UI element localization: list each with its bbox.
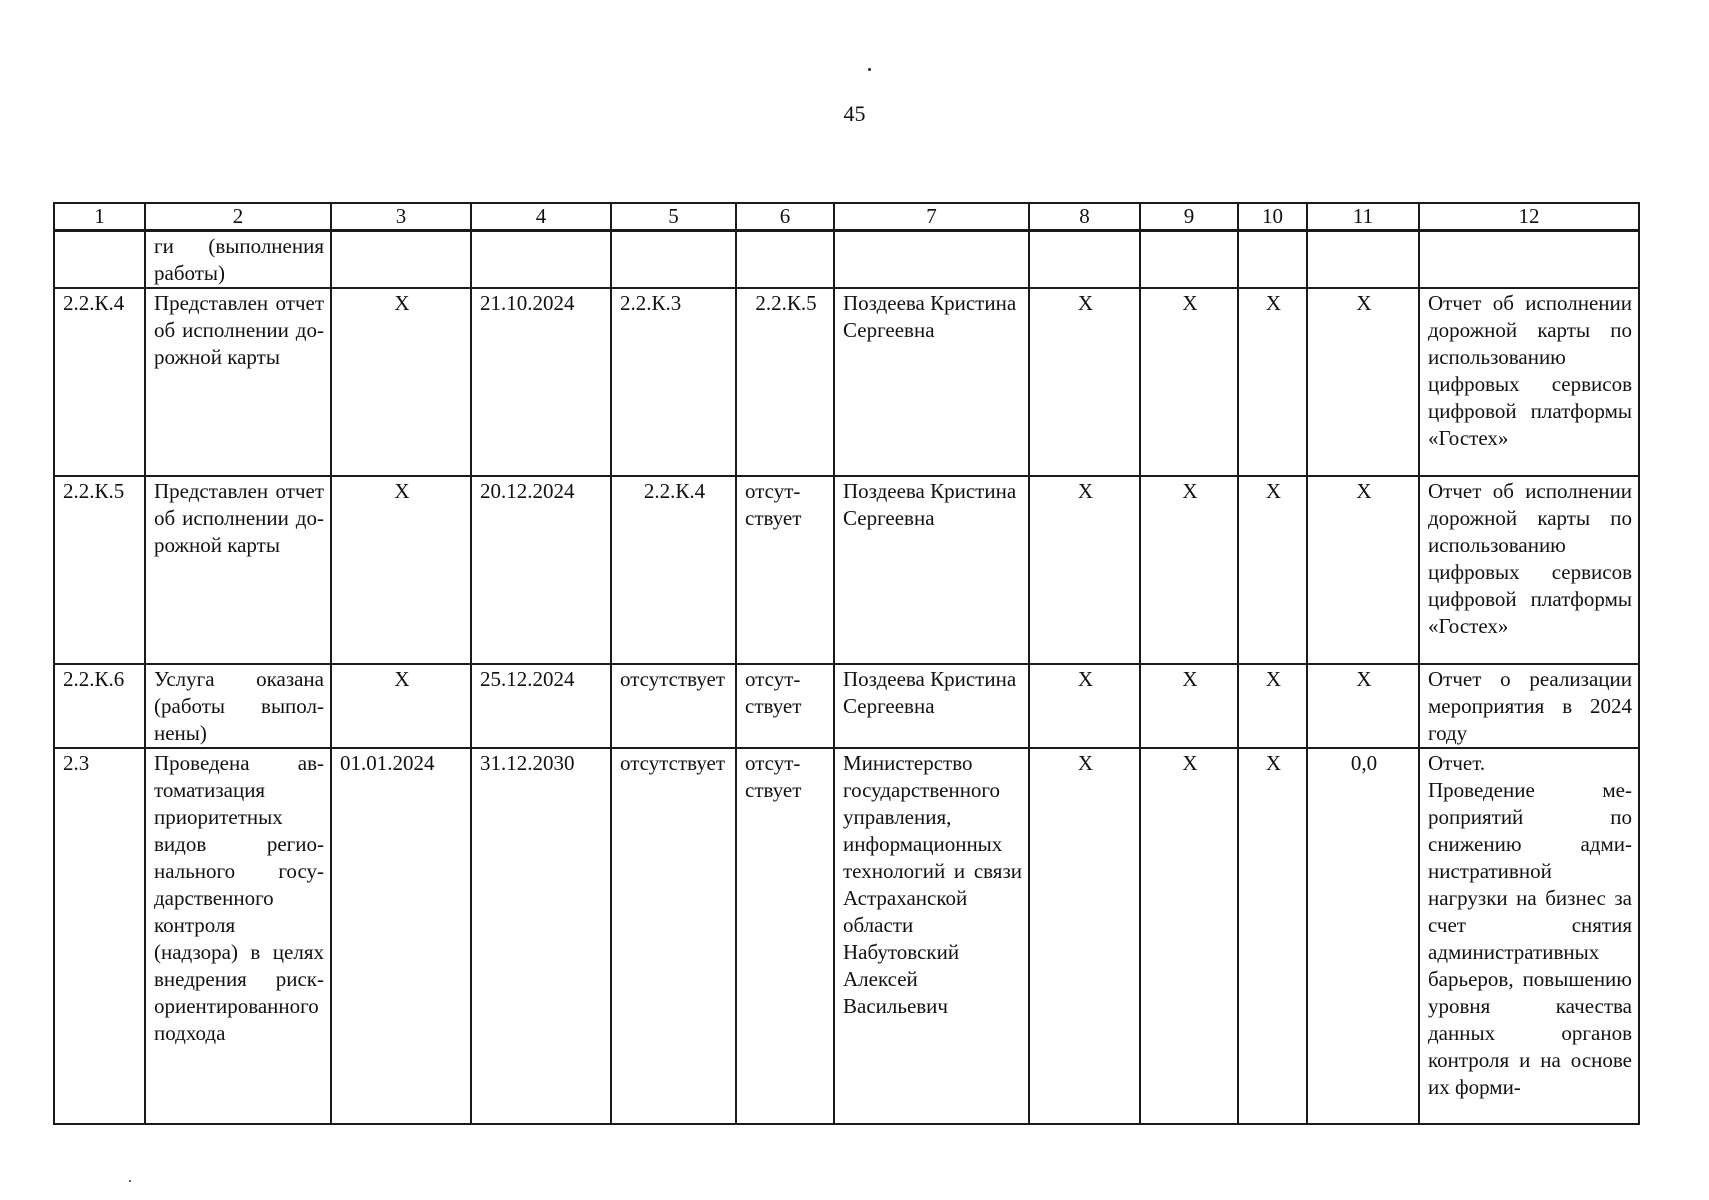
col-header: 5 [611, 203, 736, 231]
table-row [54, 288, 1639, 476]
cell-col8: Х [1029, 748, 1140, 1124]
cell-predecessor: отсутствует [611, 664, 736, 748]
col-header: 9 [1140, 203, 1238, 231]
cell-successor [736, 231, 834, 289]
cell-col9 [1140, 231, 1238, 289]
cell-col9: Х [1140, 664, 1238, 748]
cell-predecessor: 2.2.К.3 [611, 288, 736, 476]
cell-col11: Х [1307, 288, 1419, 476]
cell-successor: отсутствует [736, 748, 834, 1124]
cell-end-date: 25.12.2024 [471, 664, 611, 748]
cell-responsible [834, 231, 1029, 289]
cell-result: Услуга оказана (работы выполнены) [145, 664, 331, 748]
col-header: 3 [331, 203, 471, 231]
col-header: 11 [1307, 203, 1419, 231]
cell-col8: Х [1029, 476, 1140, 664]
cell-successor: отсутствует [736, 476, 834, 664]
cell-start-date: Х [331, 288, 471, 476]
cell-description: Отчет об исполнении дорожной карты по использованию цифровых сервисов цифровой платформы «Гостех» [1419, 476, 1639, 664]
cell-result: Представлен отчет об исполнении дорожной карты [145, 476, 331, 664]
cell-result: ги (выполнения работы) [145, 231, 331, 289]
scan-speck [868, 68, 871, 71]
cell-col9: Х [1140, 288, 1238, 476]
table-row [54, 748, 1639, 1124]
cell-col11 [1307, 231, 1419, 289]
table-row [54, 476, 1639, 664]
col-header: 4 [471, 203, 611, 231]
cell-col10: Х [1238, 664, 1307, 748]
cell-predecessor [611, 231, 736, 289]
cell-col11: Х [1307, 476, 1419, 664]
scan-speck [129, 1180, 131, 1182]
cell-start-date: 01.01.2024 [331, 748, 471, 1124]
cell-successor: 2.2.К.5 [736, 288, 834, 476]
cell-description: Отчет о реализации мероприятия в 2024 году [1419, 664, 1639, 748]
cell-start-date: Х [331, 664, 471, 748]
col-header: 1 [54, 203, 145, 231]
cell-description [1419, 231, 1639, 289]
col-header: 7 [834, 203, 1029, 231]
cell-code: 2.2.К.6 [54, 664, 145, 748]
cell-description: Отчет об исполнении дорожной карты по использованию цифровых сервисов цифровой платформы «Гостех» [1419, 288, 1639, 476]
col-header: 12 [1419, 203, 1639, 231]
table-row [54, 664, 1639, 748]
cell-col11: Х [1307, 664, 1419, 748]
cell-responsible: Поздеева Кристина Сергеевна [834, 288, 1029, 476]
col-header: 10 [1238, 203, 1307, 231]
cell-col10: Х [1238, 288, 1307, 476]
table-row [54, 231, 1639, 289]
cell-code: 2.3 [54, 748, 145, 1124]
cell-col10 [1238, 231, 1307, 289]
cell-responsible: Поздеева Кристина Сергеевна [834, 476, 1029, 664]
cell-col9: Х [1140, 476, 1238, 664]
cell-col9: Х [1140, 748, 1238, 1124]
cell-col10: Х [1238, 748, 1307, 1124]
col-header: 6 [736, 203, 834, 231]
cell-responsible: Министерство государственного управления, информационных технологий и связи Астраханской области Набутовский Алексей Васильевич [834, 748, 1029, 1124]
cell-start-date: Х [331, 476, 471, 664]
col-header: 8 [1029, 203, 1140, 231]
cell-col8: Х [1029, 288, 1140, 476]
cell-col10: Х [1238, 476, 1307, 664]
cell-description [1419, 748, 1639, 1124]
cell-start-date [331, 231, 471, 289]
cell-end-date: 21.10.2024 [471, 288, 611, 476]
cell-result: Проведена автоматизация приоритетных видов регионального государственного контроля (надзора) в целях внедрения риск-ориентированного подхода [145, 748, 331, 1124]
cell-code: 2.2.К.5 [54, 476, 145, 664]
header-row [54, 203, 1639, 231]
cell-end-date: 31.12.2030 [471, 748, 611, 1124]
cell-successor: отсутствует [736, 664, 834, 748]
cell-result: Представлен отчет об исполнении дорожной карты [145, 288, 331, 476]
cell-code [54, 231, 145, 289]
cell-responsible: Поздеева Кристина Сергеевна [834, 664, 1029, 748]
cell-description-text: Отчет. Проведение мероприятий по снижению административной нагрузки на бизнес за счет снятия административных барьеров, повышению уровня качества данных органов контроля и на основе их форми- [1428, 751, 1632, 1099]
cell-predecessor: 2.2.К.4 [611, 476, 736, 664]
cell-col8 [1029, 231, 1140, 289]
cell-col8: Х [1029, 664, 1140, 748]
cell-predecessor: отсутствует [611, 748, 736, 1124]
col-header: 2 [145, 203, 331, 231]
cell-col11: 0,0 [1307, 748, 1419, 1124]
cell-code: 2.2.К.4 [54, 288, 145, 476]
page-number: 45 [843, 101, 866, 126]
cell-end-date [471, 231, 611, 289]
main-table [53, 202, 1640, 1125]
cell-end-date: 20.12.2024 [471, 476, 611, 664]
